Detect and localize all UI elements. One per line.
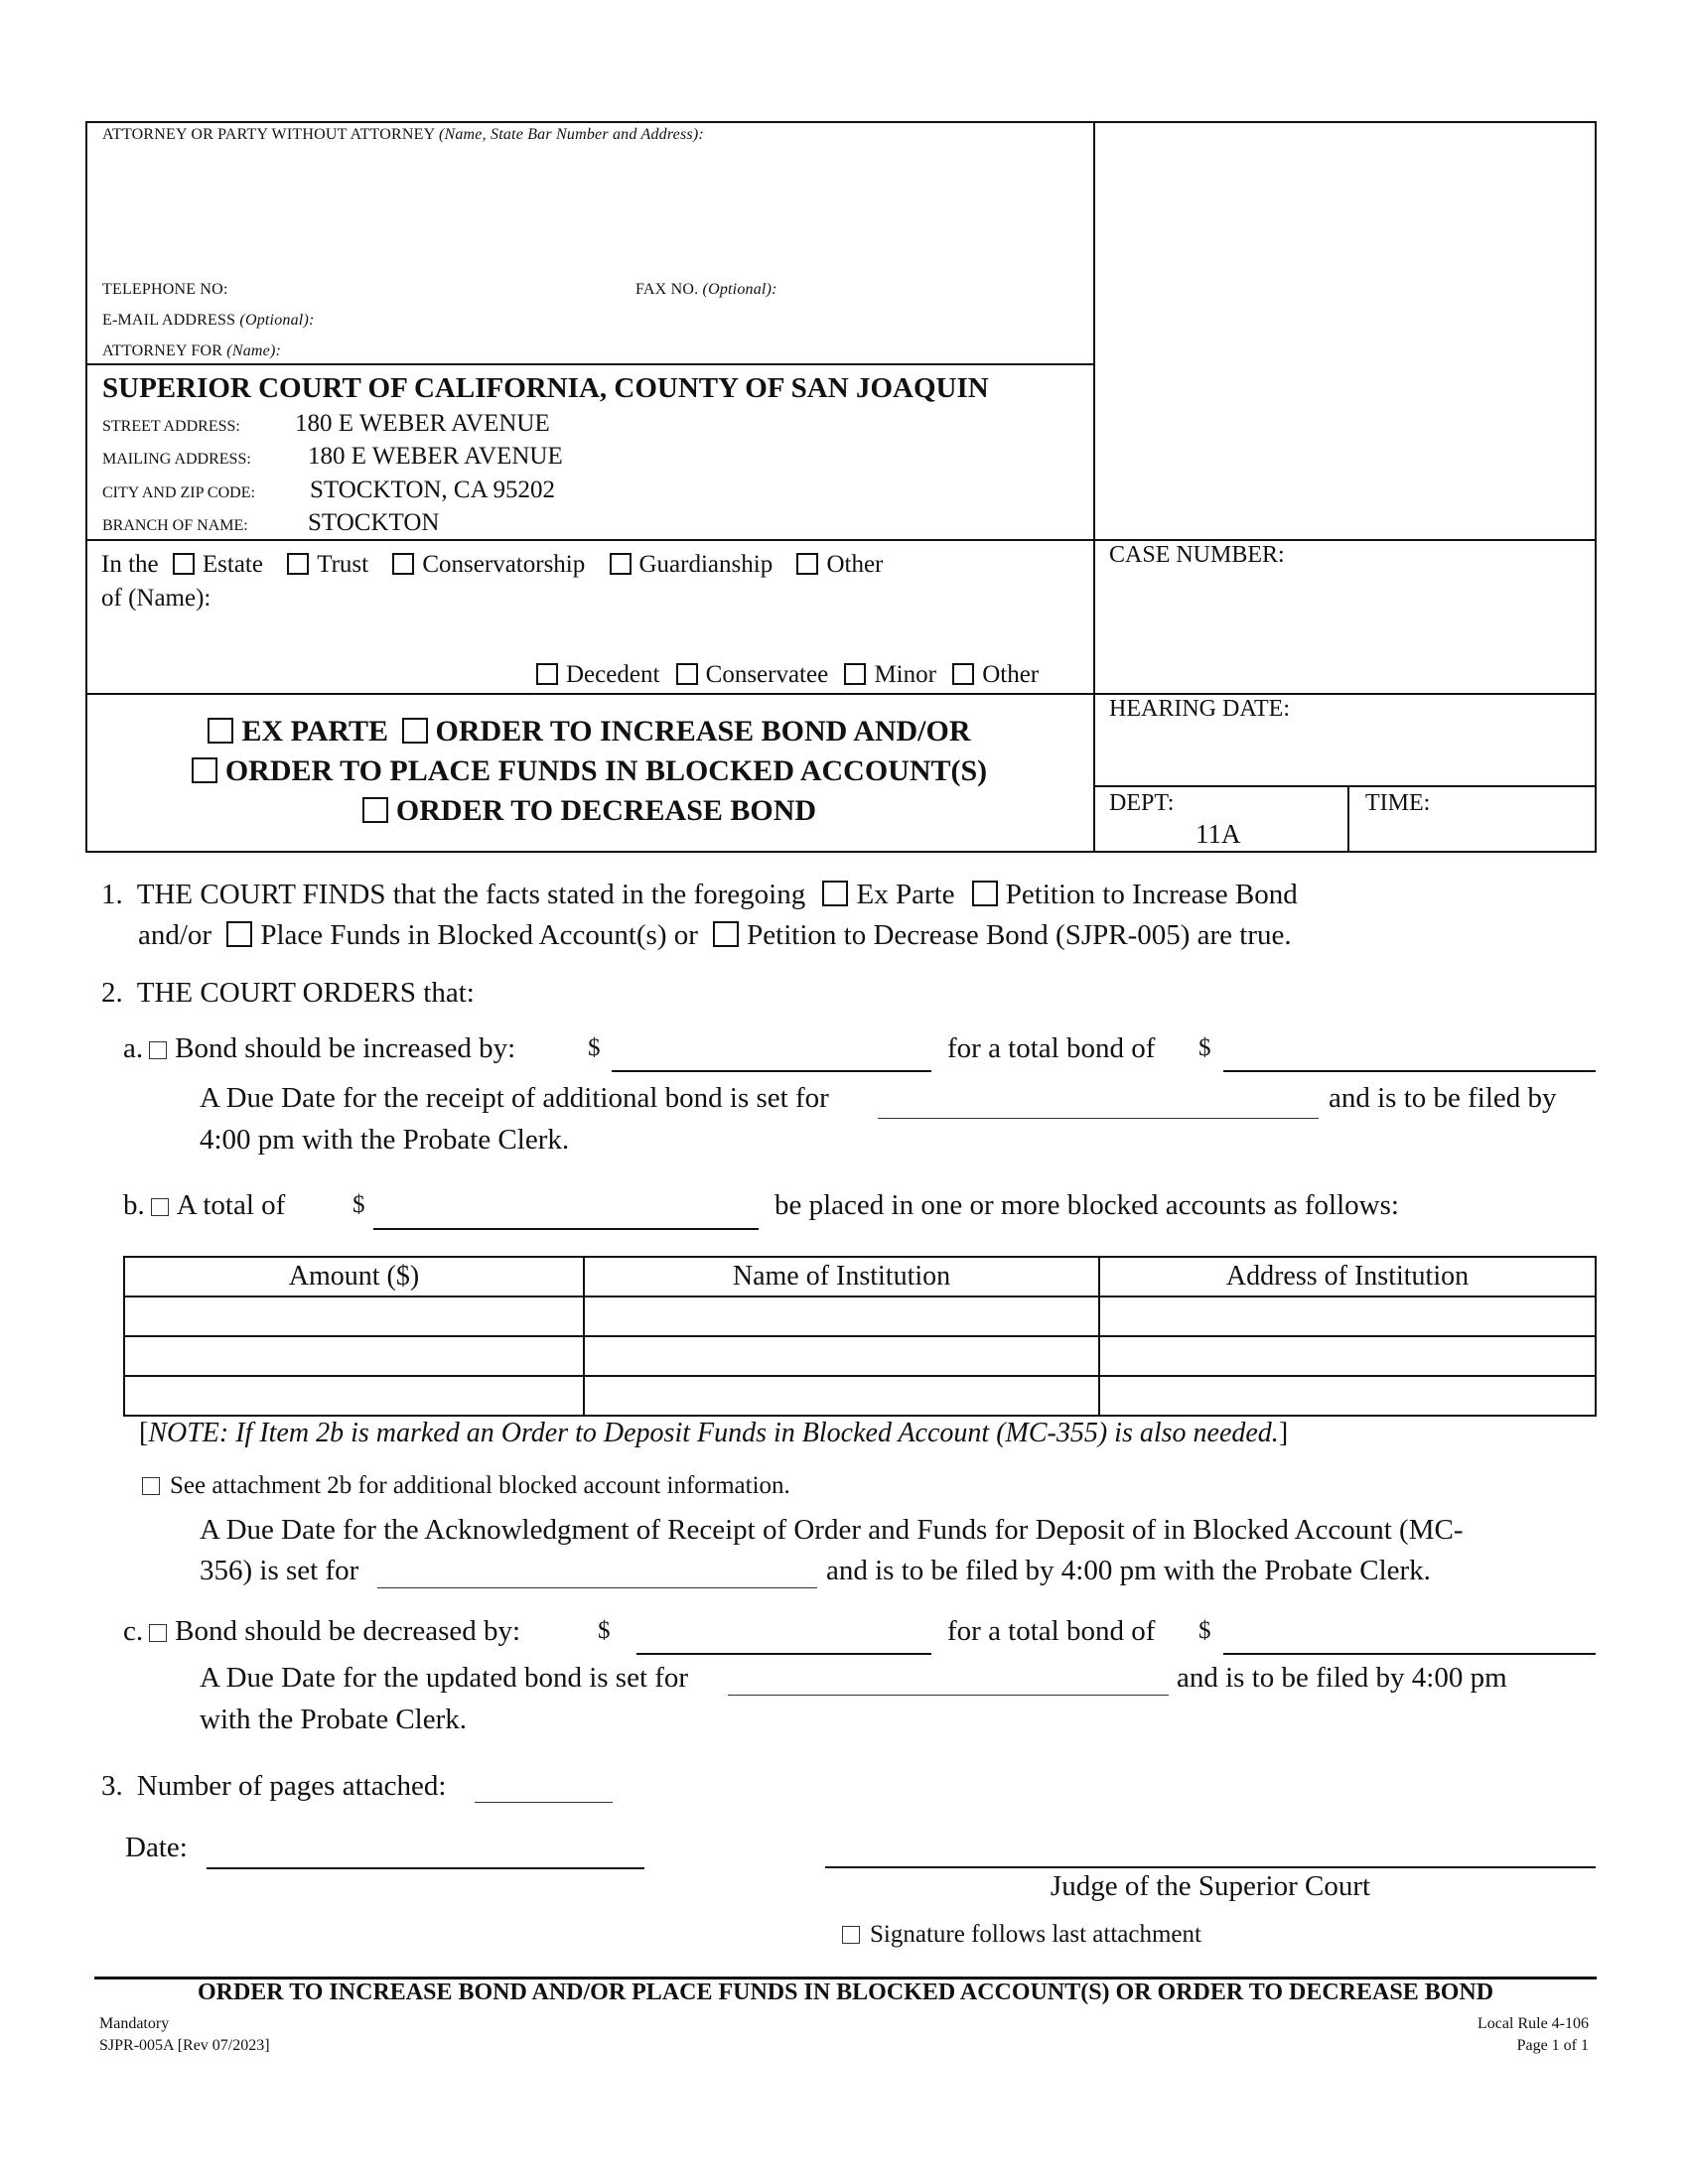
item2b-due-text: A Due Date for the Acknowledgment of Receipt of Order and Funds for Deposit of in Blocked Account (MC- — [200, 1514, 1464, 1546]
item2a-total-dollar: $ — [1198, 1034, 1211, 1061]
increase-title-checkbox[interactable] — [402, 718, 428, 744]
increase-amount-field[interactable] — [612, 1070, 931, 1072]
blocked-title-checkbox[interactable] — [192, 757, 217, 783]
table-row — [124, 1336, 1596, 1376]
matter-title-divider — [85, 693, 1597, 695]
table-cell-institution-name[interactable] — [584, 1297, 1099, 1336]
item2c-total-label: for a total bond of — [947, 1615, 1156, 1647]
table-header-institution-address: Address of Institution — [1099, 1257, 1596, 1297]
title-line-3: ORDER TO DECREASE BOND — [85, 794, 1093, 828]
item2a-due-text-2: and is to be filed by — [1329, 1082, 1557, 1114]
item2c-due-text: A Due Date for the updated bond is set for — [200, 1662, 689, 1694]
guardianship-label: Guardianship — [638, 551, 774, 578]
telephone-label: TELEPHONE NO: — [102, 281, 228, 298]
conservatorship-label: Conservatorship — [422, 551, 586, 578]
date-label: Date: — [125, 1832, 188, 1863]
title-line-2: ORDER TO PLACE FUNDS IN BLOCKED ACCOUNT(S) — [85, 754, 1093, 788]
fax-label: FAX NO. (Optional): — [635, 281, 777, 298]
city-zip-row: CITY AND ZIP CODE: STOCKTON, CA 95202 — [102, 477, 556, 503]
signature-follows-row: Signature follows last attachment — [842, 1921, 1201, 1949]
attorney-court-divider — [85, 363, 1094, 365]
decrease-total-field[interactable] — [1223, 1653, 1596, 1655]
decrease-bond-checkbox[interactable] — [149, 1624, 167, 1642]
blocked-total-field[interactable] — [373, 1228, 759, 1230]
table-cell-institution-name[interactable] — [584, 1376, 1099, 1416]
attorney-for-label: ATTORNEY FOR (Name): — [102, 342, 282, 359]
updated-bond-due-date-field[interactable] — [728, 1695, 1169, 1696]
dept-time-divider — [1347, 785, 1349, 853]
finds-place-funds-checkbox[interactable] — [226, 921, 252, 947]
conservatee-checkbox[interactable] — [676, 663, 698, 685]
estate-checkbox[interactable] — [173, 553, 195, 575]
other-role-checkbox[interactable] — [952, 663, 974, 685]
pages-attached-field[interactable] — [475, 1802, 613, 1803]
judge-label: Judge of the Superior Court — [1050, 1870, 1371, 1902]
item2a-dollar: $ — [588, 1034, 601, 1061]
item2c-due-text-3: with the Probate Clerk. — [200, 1704, 468, 1735]
table-row — [124, 1376, 1596, 1416]
mc355-note: [NOTE: If Item 2b is marked an Order to Deposit Funds in Blocked Account (MC-355) is also needed.] — [139, 1418, 1289, 1448]
footer-page-number: Page 1 of 1 — [1516, 2037, 1589, 2054]
item2a-row: a. Bond should be increased by: — [123, 1032, 516, 1064]
table-cell-institution-name[interactable] — [584, 1336, 1099, 1376]
blocked-accounts-table — [123, 1256, 1597, 1417]
other-type-checkbox[interactable] — [796, 553, 818, 575]
finds-increase-checkbox[interactable] — [972, 881, 998, 906]
item2c-row: c. Bond should be decreased by: — [123, 1615, 521, 1647]
decrease-amount-field[interactable] — [636, 1653, 931, 1655]
hearing-date-label: HEARING DATE: — [1109, 696, 1290, 722]
item2a-due-text-3: 4:00 pm with the Probate Clerk. — [200, 1124, 570, 1156]
item2b-row: b. A total of — [123, 1189, 286, 1221]
item1-line1: 1. THE COURT FINDS that the facts stated in the foregoing Ex Parte Petition to Increase Bond — [101, 879, 1298, 910]
item2c-due-text-2: and is to be filed by 4:00 pm — [1177, 1662, 1507, 1694]
email-label: E-MAIL ADDRESS (Optional): — [102, 312, 315, 329]
conservatorship-checkbox[interactable] — [392, 553, 414, 575]
attorney-label: ATTORNEY OR PARTY WITHOUT ATTORNEY (Name, State Bar Number and Address): — [102, 126, 704, 143]
table-header-row — [124, 1257, 1596, 1297]
case-number-label: CASE NUMBER: — [1109, 542, 1285, 568]
increase-due-date-field[interactable] — [878, 1118, 1319, 1119]
item2b-dollar: $ — [352, 1191, 365, 1218]
table-cell-amount[interactable] — [124, 1376, 584, 1416]
trust-label: Trust — [317, 551, 369, 578]
table-row — [124, 1297, 1596, 1336]
blocked-account-checkbox[interactable] — [151, 1198, 169, 1216]
other-type-label: Other — [826, 551, 884, 578]
item2b-due-text-2: 356) is set for — [200, 1555, 359, 1586]
finds-ex-parte-checkbox[interactable] — [822, 881, 848, 906]
court-matter-divider — [85, 539, 1597, 541]
footer-title: ORDER TO INCREASE BOND AND/OR PLACE FUNDS IN BLOCKED ACCOUNT(S) OR ORDER TO DECREASE BOND — [197, 1979, 1494, 2005]
finds-decrease-checkbox[interactable] — [713, 921, 739, 947]
decedent-checkbox[interactable] — [536, 663, 558, 685]
matter-role-row: Decedent Conservatee Minor Other — [536, 661, 1039, 689]
title-line-1: EX PARTE ORDER TO INCREASE BOND AND/OR — [85, 715, 1093, 749]
time-label: TIME: — [1365, 790, 1431, 816]
guardianship-checkbox[interactable] — [610, 553, 632, 575]
item2b-due-text-3: and is to be filed by 4:00 pm with the Probate Clerk. — [826, 1555, 1431, 1586]
table-cell-amount[interactable] — [124, 1336, 584, 1376]
minor-checkbox[interactable] — [844, 663, 866, 685]
item2c-dollar: $ — [598, 1617, 611, 1644]
table-header-institution-name: Name of Institution — [584, 1257, 1099, 1297]
item2b-text: be placed in one or more blocked accounts as follows: — [774, 1189, 1399, 1221]
dept-value: 11A — [1196, 819, 1241, 849]
table-cell-institution-address[interactable] — [1099, 1297, 1596, 1336]
footer-form-number: SJPR-005A [Rev 07/2023] — [99, 2037, 270, 2054]
ex-parte-title-checkbox[interactable] — [208, 718, 233, 744]
item2c-total-dollar: $ — [1198, 1617, 1211, 1644]
footer-mandatory: Mandatory — [99, 2015, 170, 2032]
footer-local-rule: Local Rule 4-106 — [1477, 2015, 1589, 2032]
item1-line2: and/or Place Funds in Blocked Account(s) or Petition to Decrease Bond (SJPR-005) are true. — [138, 919, 1292, 951]
signature-follows-checkbox[interactable] — [842, 1926, 860, 1944]
see-attachment-checkbox[interactable] — [142, 1477, 160, 1495]
item2a-total-label: for a total bond of — [947, 1032, 1156, 1064]
acknowledgment-due-date-field[interactable] — [377, 1587, 817, 1588]
increase-bond-checkbox[interactable] — [149, 1041, 167, 1059]
table-cell-institution-address[interactable] — [1099, 1336, 1596, 1376]
increase-total-field[interactable] — [1223, 1070, 1596, 1072]
trust-checkbox[interactable] — [287, 553, 309, 575]
judge-signature-line[interactable] — [825, 1866, 1596, 1868]
table-cell-institution-address[interactable] — [1099, 1376, 1596, 1416]
item3-row: 3. Number of pages attached: — [101, 1770, 447, 1802]
estate-label: Estate — [202, 551, 263, 578]
table-cell-amount[interactable] — [124, 1297, 584, 1336]
item2-heading: 2. THE COURT ORDERS that: — [101, 977, 475, 1009]
decrease-title-checkbox[interactable] — [362, 797, 388, 823]
mailing-address-row: MAILING ADDRESS: 180 E WEBER AVENUE — [102, 443, 563, 470]
caption-divider-vertical — [1093, 121, 1095, 853]
item2a-due-text: A Due Date for the receipt of additional bond is set for — [200, 1082, 829, 1114]
matter-type-row: In the Estate Trust Conservatorship Guardianship Other — [101, 551, 884, 578]
branch-row: BRANCH OF NAME: STOCKTON — [102, 509, 440, 536]
table-header-amount: Amount ($) — [124, 1257, 584, 1297]
of-name-label: of (Name): — [101, 585, 211, 612]
see-attachment-row: See attachment 2b for additional blocked account information. — [142, 1472, 790, 1500]
hearing-dept-divider — [1093, 785, 1597, 787]
court-title: SUPERIOR COURT OF CALIFORNIA, COUNTY OF SAN JOAQUIN — [102, 372, 989, 404]
dept-label: DEPT: — [1109, 790, 1175, 816]
date-field[interactable] — [207, 1867, 644, 1869]
street-address-row: STREET ADDRESS: 180 E WEBER AVENUE — [102, 410, 550, 437]
